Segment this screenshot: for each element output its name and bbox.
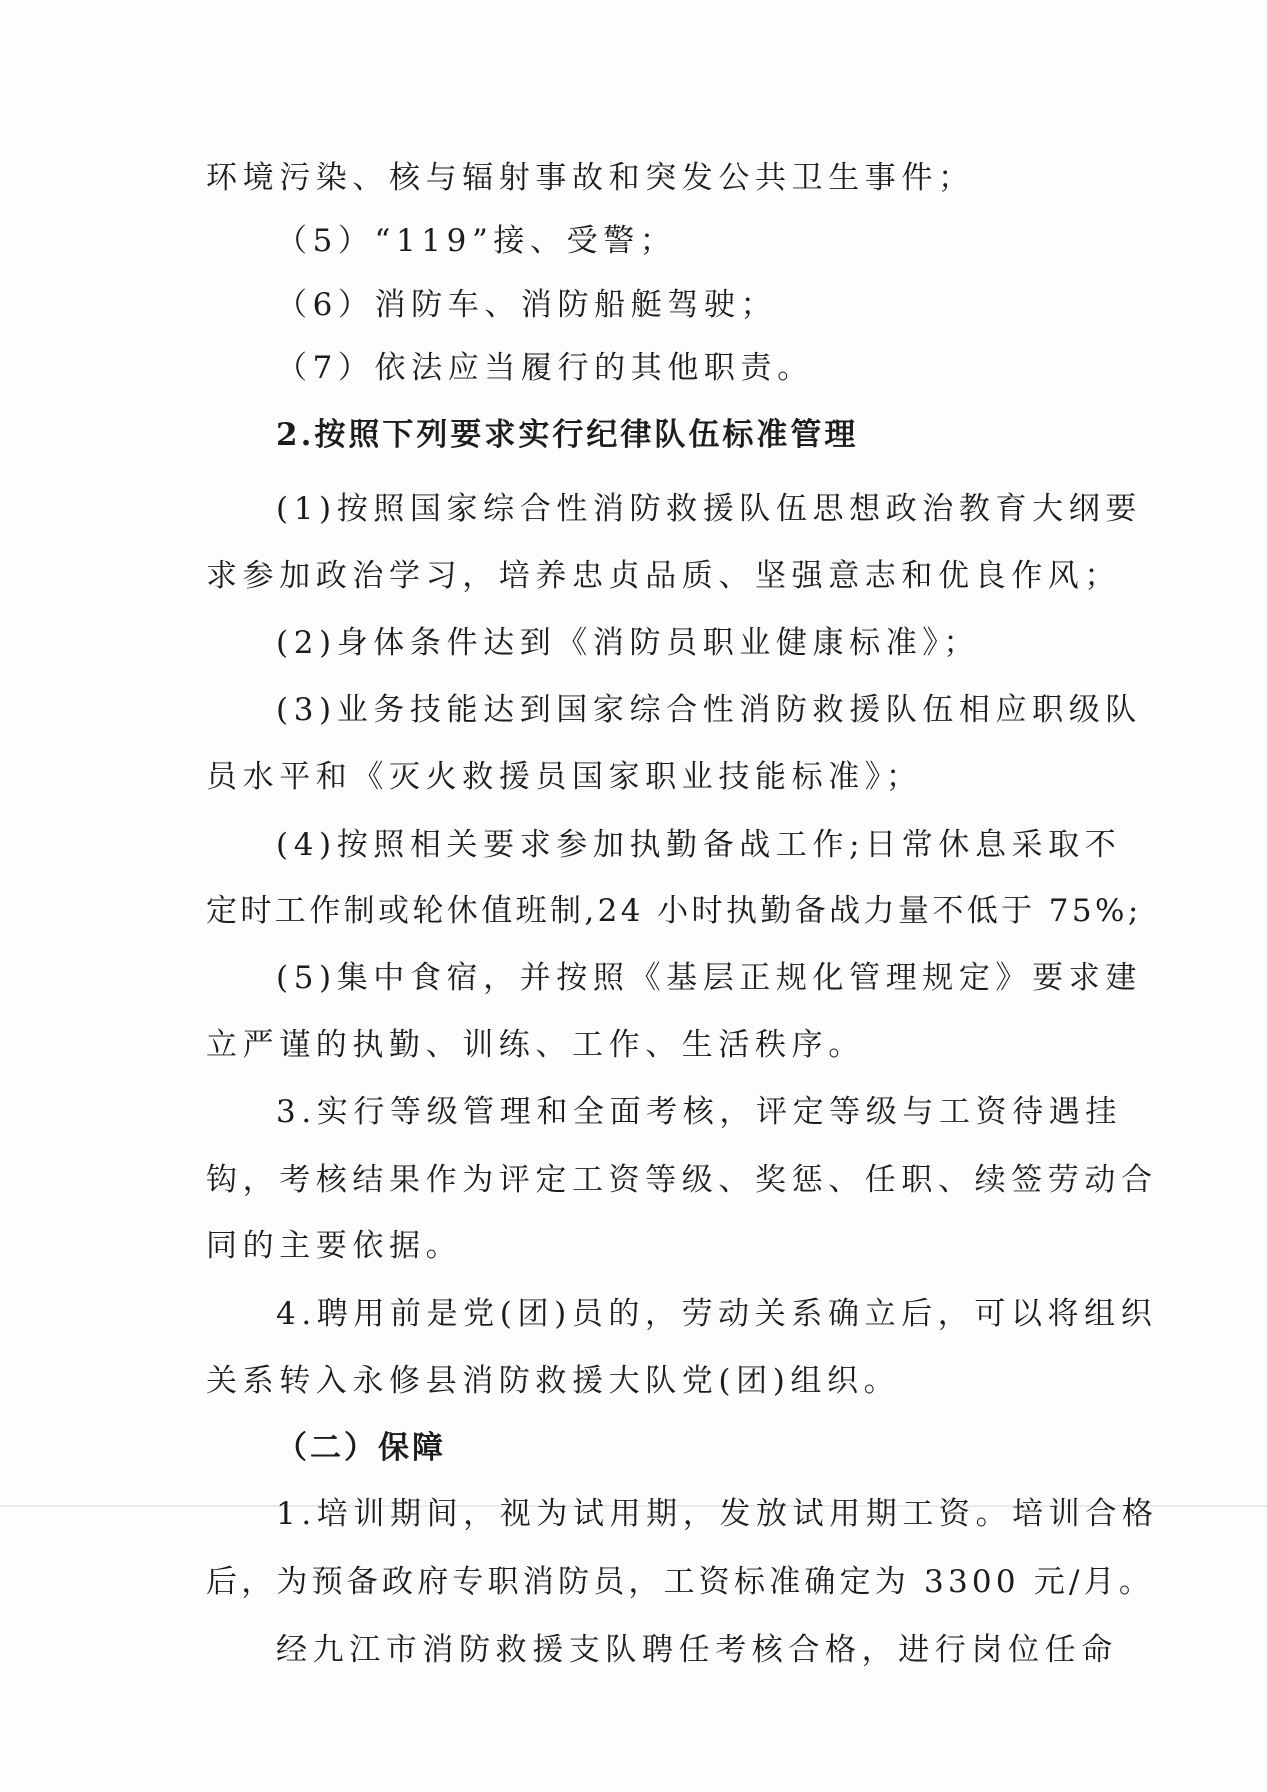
- paragraph-line: 定时工作制或轮休值班制,24 小时执勤备战力量不低于 75%;: [206, 893, 1142, 929]
- list-item-6: （6）消防车、消防船艇驾驶；: [276, 287, 778, 323]
- paragraph-line: 后，为预备政府专职消防员，工资标准确定为 3300 元/月。: [206, 1564, 1155, 1600]
- paragraph-line: (2)身体条件达到《消防员职业健康标准》；: [276, 625, 981, 661]
- paragraph-line: 员水平和《灭火救援员国家职业技能标准》；: [206, 759, 923, 795]
- list-item-7: （7）依法应当履行的其他职责。: [276, 350, 814, 386]
- paragraph-line: (3)业务技能达到国家综合性消防救援队伍相应职级队: [276, 692, 1142, 728]
- paragraph-line: 关系转入永修县消防救援大队党(团)组织。: [206, 1363, 901, 1399]
- paragraph-line: 4.聘用前是党(团)员的，劳动关系确立后，可以将组织: [276, 1296, 1158, 1332]
- list-item-5: （5）“119”接、受警；: [276, 223, 677, 259]
- paragraph-line: 立严谨的执勤、训练、工作、生活秩序。: [206, 1027, 865, 1063]
- paragraph-line: 3.实行等级管理和全面考核，评定等级与工资待遇挂: [276, 1094, 1122, 1130]
- paragraph-line: 经九江市消防救援支队聘任考核合格，进行岗位任命: [276, 1632, 1118, 1668]
- section-heading-2: 2.按照下列要求实行纪律队伍标准管理: [276, 417, 859, 453]
- paragraph-line: (4)按照相关要求参加执勤备战工作;日常休息采取不: [276, 827, 1122, 863]
- paragraph-line: (5)集中食宿，并按照《基层正规化管理规定》要求建: [276, 960, 1142, 996]
- section-heading-guarantee: （二）保障: [276, 1430, 446, 1466]
- paragraph-line: (1)按照国家综合性消防救援队伍思想政治教育大纲要: [276, 491, 1142, 527]
- paragraph-line: 1.培训期间，视为试用期，发放试用期工资。培训合格: [276, 1496, 1159, 1532]
- paragraph-line: 环境污染、核与辐射事故和突发公共卫生事件；: [206, 160, 975, 196]
- paragraph-line: 钩，考核结果作为评定工资等级、奖惩、任职、续签劳动合: [206, 1162, 1158, 1198]
- paragraph-line: 求参加政治学习，培养忠贞品质、坚强意志和优良作风；: [206, 558, 1121, 594]
- paragraph-line: 同的主要依据。: [206, 1228, 463, 1264]
